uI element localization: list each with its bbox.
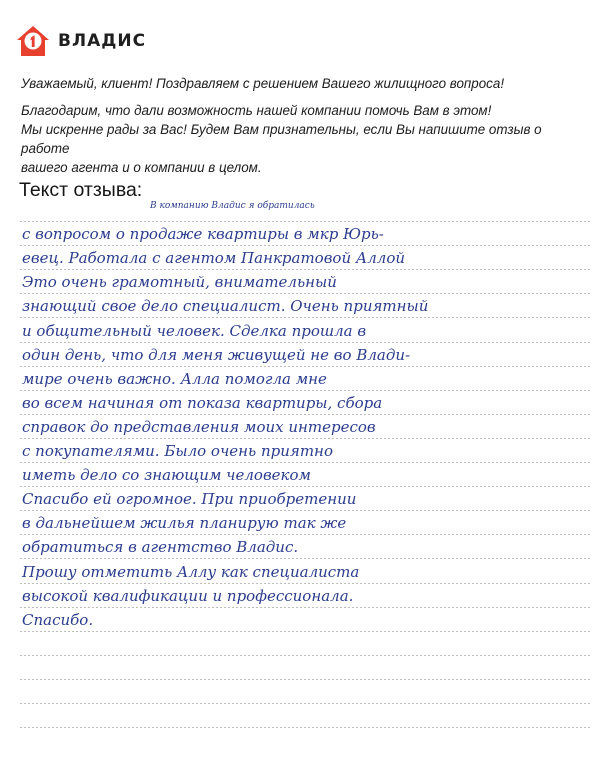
handwritten-line: иметь дело со знающим человеком [22, 466, 311, 485]
brand-logo [16, 24, 146, 58]
intro-greeting: Уважаемый, клиент! Поздравляем с решением Вашего жилищного вопроса! [21, 76, 505, 91]
ruled-line [20, 390, 590, 391]
handwritten-line: и общительный человек. Сделка прошла в [22, 321, 367, 340]
ruled-line [20, 221, 590, 222]
review-label: Текст отзыва: [19, 179, 143, 201]
intro-request: Мы искренне рады за Вас! Будем Вам признательны, если Вы напишите отзыв о работе [21, 122, 542, 156]
brand-name: ВЛАДИС [58, 31, 147, 51]
ruled-line [20, 679, 590, 680]
handwritten-line: высокой квалификации и профессионала. [22, 586, 354, 605]
ruled-line [20, 293, 590, 294]
ruled-line [20, 534, 590, 535]
handwritten-line: в дальнейшем жилья планирую так же [22, 514, 347, 533]
handwritten-line: В компанию Владис я обратилась [150, 201, 315, 211]
ruled-line [20, 727, 590, 728]
ruled-line [20, 366, 590, 367]
ruled-line [20, 245, 590, 246]
handwritten-line: Это очень грамотный, внимательный [22, 273, 337, 292]
ruled-line [20, 438, 590, 439]
ruled-line [20, 703, 590, 704]
house-logo-icon [16, 24, 50, 58]
handwritten-line: евец. Работала с агентом Панкратовой Аллой [22, 249, 406, 268]
handwritten-line: справок до представления моих интересов [22, 417, 376, 436]
ruled-line [20, 607, 590, 608]
handwritten-line: мире очень важно. Алла помогла мне [22, 369, 327, 388]
ruled-line [20, 655, 590, 656]
ruled-line [20, 558, 590, 559]
ruled-line [20, 414, 590, 415]
ruled-line [20, 583, 590, 584]
intro-request-end: вашего агента и о компании в целом. [21, 160, 262, 175]
ruled-line [20, 462, 590, 463]
handwritten-line: с вопросом о продаже квартиры в мкр Юрь- [22, 225, 384, 244]
handwritten-line: Прошу отметить Аллу как специалиста [22, 562, 360, 581]
ruled-line [20, 342, 590, 343]
intro-text [21, 74, 591, 177]
ruled-line [20, 510, 590, 511]
ruled-line [20, 317, 590, 318]
ruled-line [20, 631, 590, 632]
handwritten-line: во всем начиная от показа квартиры, сбора [22, 393, 383, 412]
handwritten-line: с покупателями. Было очень приятно [22, 442, 333, 460]
intro-thanks: Благодарим, что дали возможность нашей компании помочь Вам в этом! [21, 103, 492, 118]
handwritten-line: Спасибо. [22, 610, 94, 629]
handwritten-line: один день, что для меня живущей не во Влади- [22, 345, 411, 364]
handwritten-line: знающий свое дело специалист. Очень приятный [22, 297, 429, 316]
handwritten-line: Спасибо ей огромное. При приобретении [22, 490, 357, 509]
handwritten-line: обратиться в агентство Владис. [22, 538, 299, 557]
ruled-line [20, 486, 590, 487]
ruled-line [20, 269, 590, 270]
